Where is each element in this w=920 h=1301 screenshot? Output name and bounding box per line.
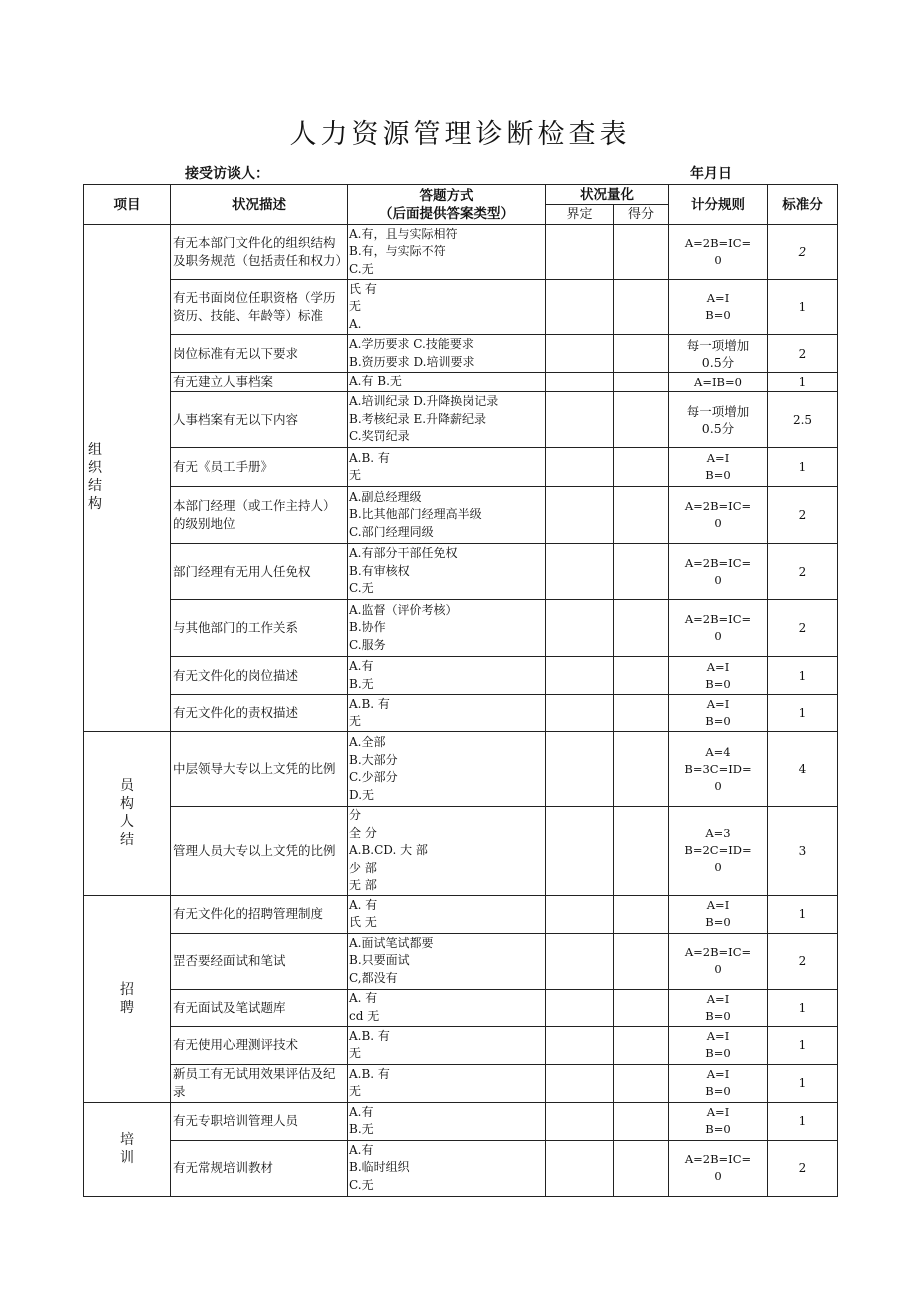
option-line: B.大部分 [349,752,398,767]
header-answer-method-main: 答题方式 [419,187,474,204]
row-standard-score: 1 [768,1064,838,1102]
row-rule [669,600,768,657]
rule-line: A=I [706,451,730,465]
row-description: 人事档案有无以下内容 [171,392,348,448]
rule-line: 0 [714,629,722,643]
row-standard-score: 1 [768,1026,838,1064]
row-define-cell [546,225,614,280]
row-description: 有无文件化的招聘管理制度 [171,895,348,933]
row-score-cell [614,1102,669,1140]
table-row [84,280,838,335]
row-rule [669,544,768,600]
row-options [348,280,546,335]
option-line: 少 部 [349,860,377,875]
row-options [348,600,546,657]
row-define-cell [546,448,614,487]
row-define-cell [546,1102,614,1140]
option-line: A. 有 [349,897,378,912]
option-line: A.有部分干部任免权 [349,546,458,561]
rule-line: A=I [706,291,730,305]
rule-line: A=3 [705,826,731,841]
row-options [348,1064,546,1102]
category-label: 培训 [120,1132,134,1166]
option-line: C.无 [349,261,374,276]
option-line: A.学历要求 C.技能要求 [349,337,474,351]
rule-line: A=2B=IC= [684,555,752,570]
option-line: B.有，与实际不符 [349,244,446,259]
table-row [84,732,838,807]
table-row [84,1102,838,1140]
row-options [348,1140,546,1196]
option-line: A.有 [349,1104,374,1119]
row-define-cell [546,895,614,933]
row-standard-score: 3 [768,807,838,896]
rule-line: B=0 [705,915,731,929]
row-options [348,895,546,933]
row-options [348,1026,546,1064]
header-standard: 标准分 [768,185,838,225]
rule-line: 0 [714,778,722,793]
row-rule [669,1140,768,1196]
row-standard-score: 1 [768,280,838,335]
header-rule: 计分规则 [669,185,768,225]
row-options [348,392,546,448]
row-define-cell [546,392,614,448]
option-line: 无 [349,714,362,728]
row-description: 部门经理有无用人任免权 [171,544,348,600]
row-define-cell [546,1026,614,1064]
row-define-cell [546,989,614,1026]
row-rule [669,657,768,695]
option-line: B.有审核权 [349,563,410,578]
row-description: 罡否要经面试和笔试 [171,933,348,989]
rule-line: A=2B=IC= [684,499,752,513]
option-line: A.B. 有 [349,1028,390,1043]
row-score-cell [614,487,669,544]
row-description: 岗位标准有无以下要求 [171,335,348,373]
option-line: A.B. 有 [349,696,390,711]
header-score: 得分 [614,205,669,225]
table-row [84,657,838,695]
row-options [348,657,546,695]
table-row [84,487,838,544]
row-score-cell [614,225,669,280]
rule-line: 0 [714,516,722,530]
rule-line: A=I [706,1067,730,1081]
rule-line: B=0 [705,1084,731,1098]
row-standard-score: 2 [768,1140,838,1196]
row-description: 有无面试及笔试题库 [171,989,348,1026]
row-rule [669,1026,768,1064]
row-define-cell [546,280,614,335]
row-score-cell [614,895,669,933]
category-label: 组织结构 [88,442,102,512]
row-define-cell [546,657,614,695]
rule-line: B=0 [705,1008,731,1023]
row-score-cell [614,695,669,732]
row-description: 管理人员大专以上文凭的比例 [171,807,348,896]
rule-line: B=0 [705,714,731,728]
row-score-cell [614,657,669,695]
row-define-cell [546,1140,614,1196]
row-standard-score: 2 [768,544,838,600]
rule-line: A=2B=IC= [684,1152,752,1166]
table-row [84,392,838,448]
table-body [84,225,838,1197]
rule-line: 0.5分 [701,354,735,370]
row-options [348,448,546,487]
table-row [84,895,838,933]
option-line: A.副总经理级 [349,489,422,504]
category-recruit [84,895,171,1102]
row-options [348,487,546,544]
table-row [84,335,838,373]
option-line: B.协作 [349,620,386,635]
option-line: B.只要面试 [349,953,410,968]
row-define-cell [546,373,614,392]
option-line: 氏 无 [349,915,377,929]
rule-line: 0 [714,1169,722,1183]
interviewee-label: 接受访谈人： [185,166,269,182]
rule-line: B=0 [705,308,731,322]
row-standard-score: 1 [768,448,838,487]
rule-line: A=2B=IC= [684,236,752,250]
row-standard-score: 1 [768,657,838,695]
diagnosis-table [83,184,838,1197]
row-score-cell [614,933,669,989]
row-define-cell [546,544,614,600]
row-standard-score: 2 [768,933,838,989]
row-rule [669,373,768,392]
row-score-cell [614,807,669,896]
row-description: 有无文件化的岗位描述 [171,657,348,695]
rule-line: A=2B=IC= [684,612,752,626]
option-line: C.部门经理同级 [349,524,434,539]
row-define-cell [546,600,614,657]
header-answer-method [348,185,546,225]
row-standard-score: 1 [768,895,838,933]
row-standard-score: 2.5 [768,392,838,448]
row-standard-score: 2 [768,487,838,544]
category-staff [84,732,171,896]
rule-line: 0.5分 [701,420,735,436]
row-description: 有无专职培训管理人员 [171,1102,348,1140]
row-options [348,225,546,280]
row-define-cell [546,695,614,732]
row-define-cell [546,732,614,807]
row-standard-score: 2 [768,225,838,280]
row-options [348,373,546,392]
document-title: 人力资源管理诊断检查表 [289,119,631,150]
table-row [84,1140,838,1196]
option-line: A.B. 有 [349,450,390,465]
rule-line: A=I [706,697,730,711]
row-standard-score: 4 [768,732,838,807]
row-define-cell [546,335,614,373]
row-score-cell [614,280,669,335]
row-description: 有无书面岗位任职资格（学历资历、技能、年龄等）标准 [171,280,348,335]
table-row [84,695,838,732]
table-row [84,600,838,657]
row-options [348,544,546,600]
option-line: 无 [349,1046,362,1060]
rule-line: 0 [714,253,722,267]
row-rule [669,448,768,487]
row-rule [669,1064,768,1102]
option-line: A.B. 有 [349,1066,390,1081]
row-standard-score: 1 [768,695,838,732]
row-define-cell [546,807,614,896]
row-options [348,695,546,732]
table-row [84,544,838,600]
option-line: A.有 [349,1142,374,1157]
table-row [84,807,838,896]
rule-line: B=0 [705,1122,731,1136]
option-line: B.无 [349,1122,374,1136]
rule-line: 0 [714,572,722,587]
option-line: A.培训纪录 D.升降换岗记录 [349,394,499,409]
option-line: A.监督（评价考核） [349,602,458,617]
option-line: B.临时组织 [349,1160,410,1175]
row-description: 有无本部门文件化的组织结构及职务规范（包括责任和权力） [171,225,348,280]
rule-line: A=IB=0 [694,374,742,389]
row-options [348,1102,546,1140]
header-define: 界定 [546,205,614,225]
option-line: C.奖罚纪录 [349,429,410,444]
row-rule [669,807,768,896]
option-line: A.有，且与实际相符 [349,226,458,241]
header-item: 项目 [84,185,171,225]
header-quantification: 状况量化 [546,185,669,205]
option-line: A. 有 [349,991,378,1005]
row-rule [669,487,768,544]
row-options [348,933,546,989]
row-score-cell [614,1064,669,1102]
table-row [84,933,838,989]
row-rule [669,695,768,732]
row-score-cell [614,600,669,657]
option-line: C,都没有 [349,970,398,985]
table-row [84,1064,838,1102]
row-rule [669,732,768,807]
option-line: A.有 [349,659,374,673]
option-line: B.考核纪录 E.升降薪纪录 [349,411,487,426]
row-score-cell [614,1140,669,1196]
row-rule [669,392,768,448]
option-line: A.面试笔试都要 [349,935,434,950]
row-options [348,335,546,373]
rule-line: A=I [706,1029,730,1043]
row-options [348,807,546,896]
row-standard-score: 1 [768,373,838,392]
category-training [84,1102,171,1196]
option-line: A.B.CD. 大 部 [349,843,428,857]
rule-line: B=0 [705,676,731,691]
row-rule [669,335,768,373]
rule-line: A=4 [705,744,731,759]
option-line: 无 [349,1084,362,1098]
row-description: 有无《员工手册》 [171,448,348,487]
rule-line: 每一项增加 [686,403,750,419]
row-options [348,989,546,1026]
row-rule [669,1102,768,1140]
option-line: cd 无 [349,1008,380,1023]
row-score-cell [614,448,669,487]
option-line: B.比其他部门经理高半级 [349,507,482,522]
row-description: 中层领导大专以上文凭的比例 [171,732,348,807]
row-score-cell [614,373,669,392]
row-define-cell [546,1064,614,1102]
row-description: 有无建立人事档案 [171,373,348,392]
category-org [84,225,171,732]
row-score-cell [614,732,669,807]
row-standard-score: 1 [768,989,838,1026]
category-label: 招聘 [120,981,134,1016]
option-line: 无 部 [349,878,377,892]
table-row [84,225,838,280]
row-define-cell [546,933,614,989]
option-line: 无 [349,299,362,314]
option-line: D.无 [349,787,375,802]
rule-line: A=I [706,898,730,912]
category-label: 员构人结 [120,778,134,849]
rule-line: A=2B=IC= [684,945,752,959]
row-standard-score: 2 [768,600,838,657]
option-line: 分 [349,808,362,822]
header-description: 状况描述 [171,185,348,225]
rule-line: A=I [706,991,730,1006]
rule-line: B=2C=ID= [684,843,752,858]
row-description: 新员工有无试用效果评估及纪录 [171,1064,348,1102]
option-line: A.全部 [349,735,386,749]
rule-line: 0 [714,860,722,875]
row-description: 与其他部门的工作关系 [171,600,348,657]
table-row [84,989,838,1026]
row-rule [669,895,768,933]
option-line: 全 分 [349,825,377,840]
date-label: 年月日 [690,166,732,182]
row-score-cell [614,392,669,448]
table-row [84,1026,838,1064]
rule-line: B=0 [705,468,731,482]
row-rule [669,933,768,989]
row-rule [669,280,768,335]
option-line: C.少部分 [349,770,398,784]
row-description: 有无文件化的责权描述 [171,695,348,732]
option-line: C.服务 [349,637,386,652]
option-line: 氏 有 [349,281,377,296]
row-description: 本部门经理（或工作主持人）的级别地位 [171,487,348,544]
rule-line: 每一项增加 [686,337,750,353]
row-standard-score: 2 [768,335,838,373]
header-answer-method-sub: （后面提供答案类型） [379,205,514,222]
row-score-cell [614,544,669,600]
row-options [348,732,546,807]
table-row [84,448,838,487]
option-line: A.有 B.无 [349,374,402,389]
option-line: 无 [349,468,362,482]
option-line: B.资历要求 D.培训要求 [349,354,475,369]
row-score-cell [614,989,669,1026]
row-define-cell [546,487,614,544]
rule-line: A=I [706,1105,730,1119]
option-line: C.无 [349,581,374,596]
option-line: C.无 [349,1177,374,1192]
rule-line: 0 [714,962,722,976]
row-score-cell [614,1026,669,1064]
option-line: A. [349,316,362,331]
row-rule [669,989,768,1026]
rule-line: A=I [706,659,730,674]
row-description: 有无常规培训教材 [171,1140,348,1196]
table-row [84,373,838,392]
row-standard-score: 1 [768,1102,838,1140]
row-score-cell [614,335,669,373]
row-rule [669,225,768,280]
option-line: B.无 [349,676,374,691]
rule-line: B=3C=ID= [684,761,752,776]
rule-line: B=0 [705,1046,731,1060]
row-description: 有无使用心理测评技术 [171,1026,348,1064]
